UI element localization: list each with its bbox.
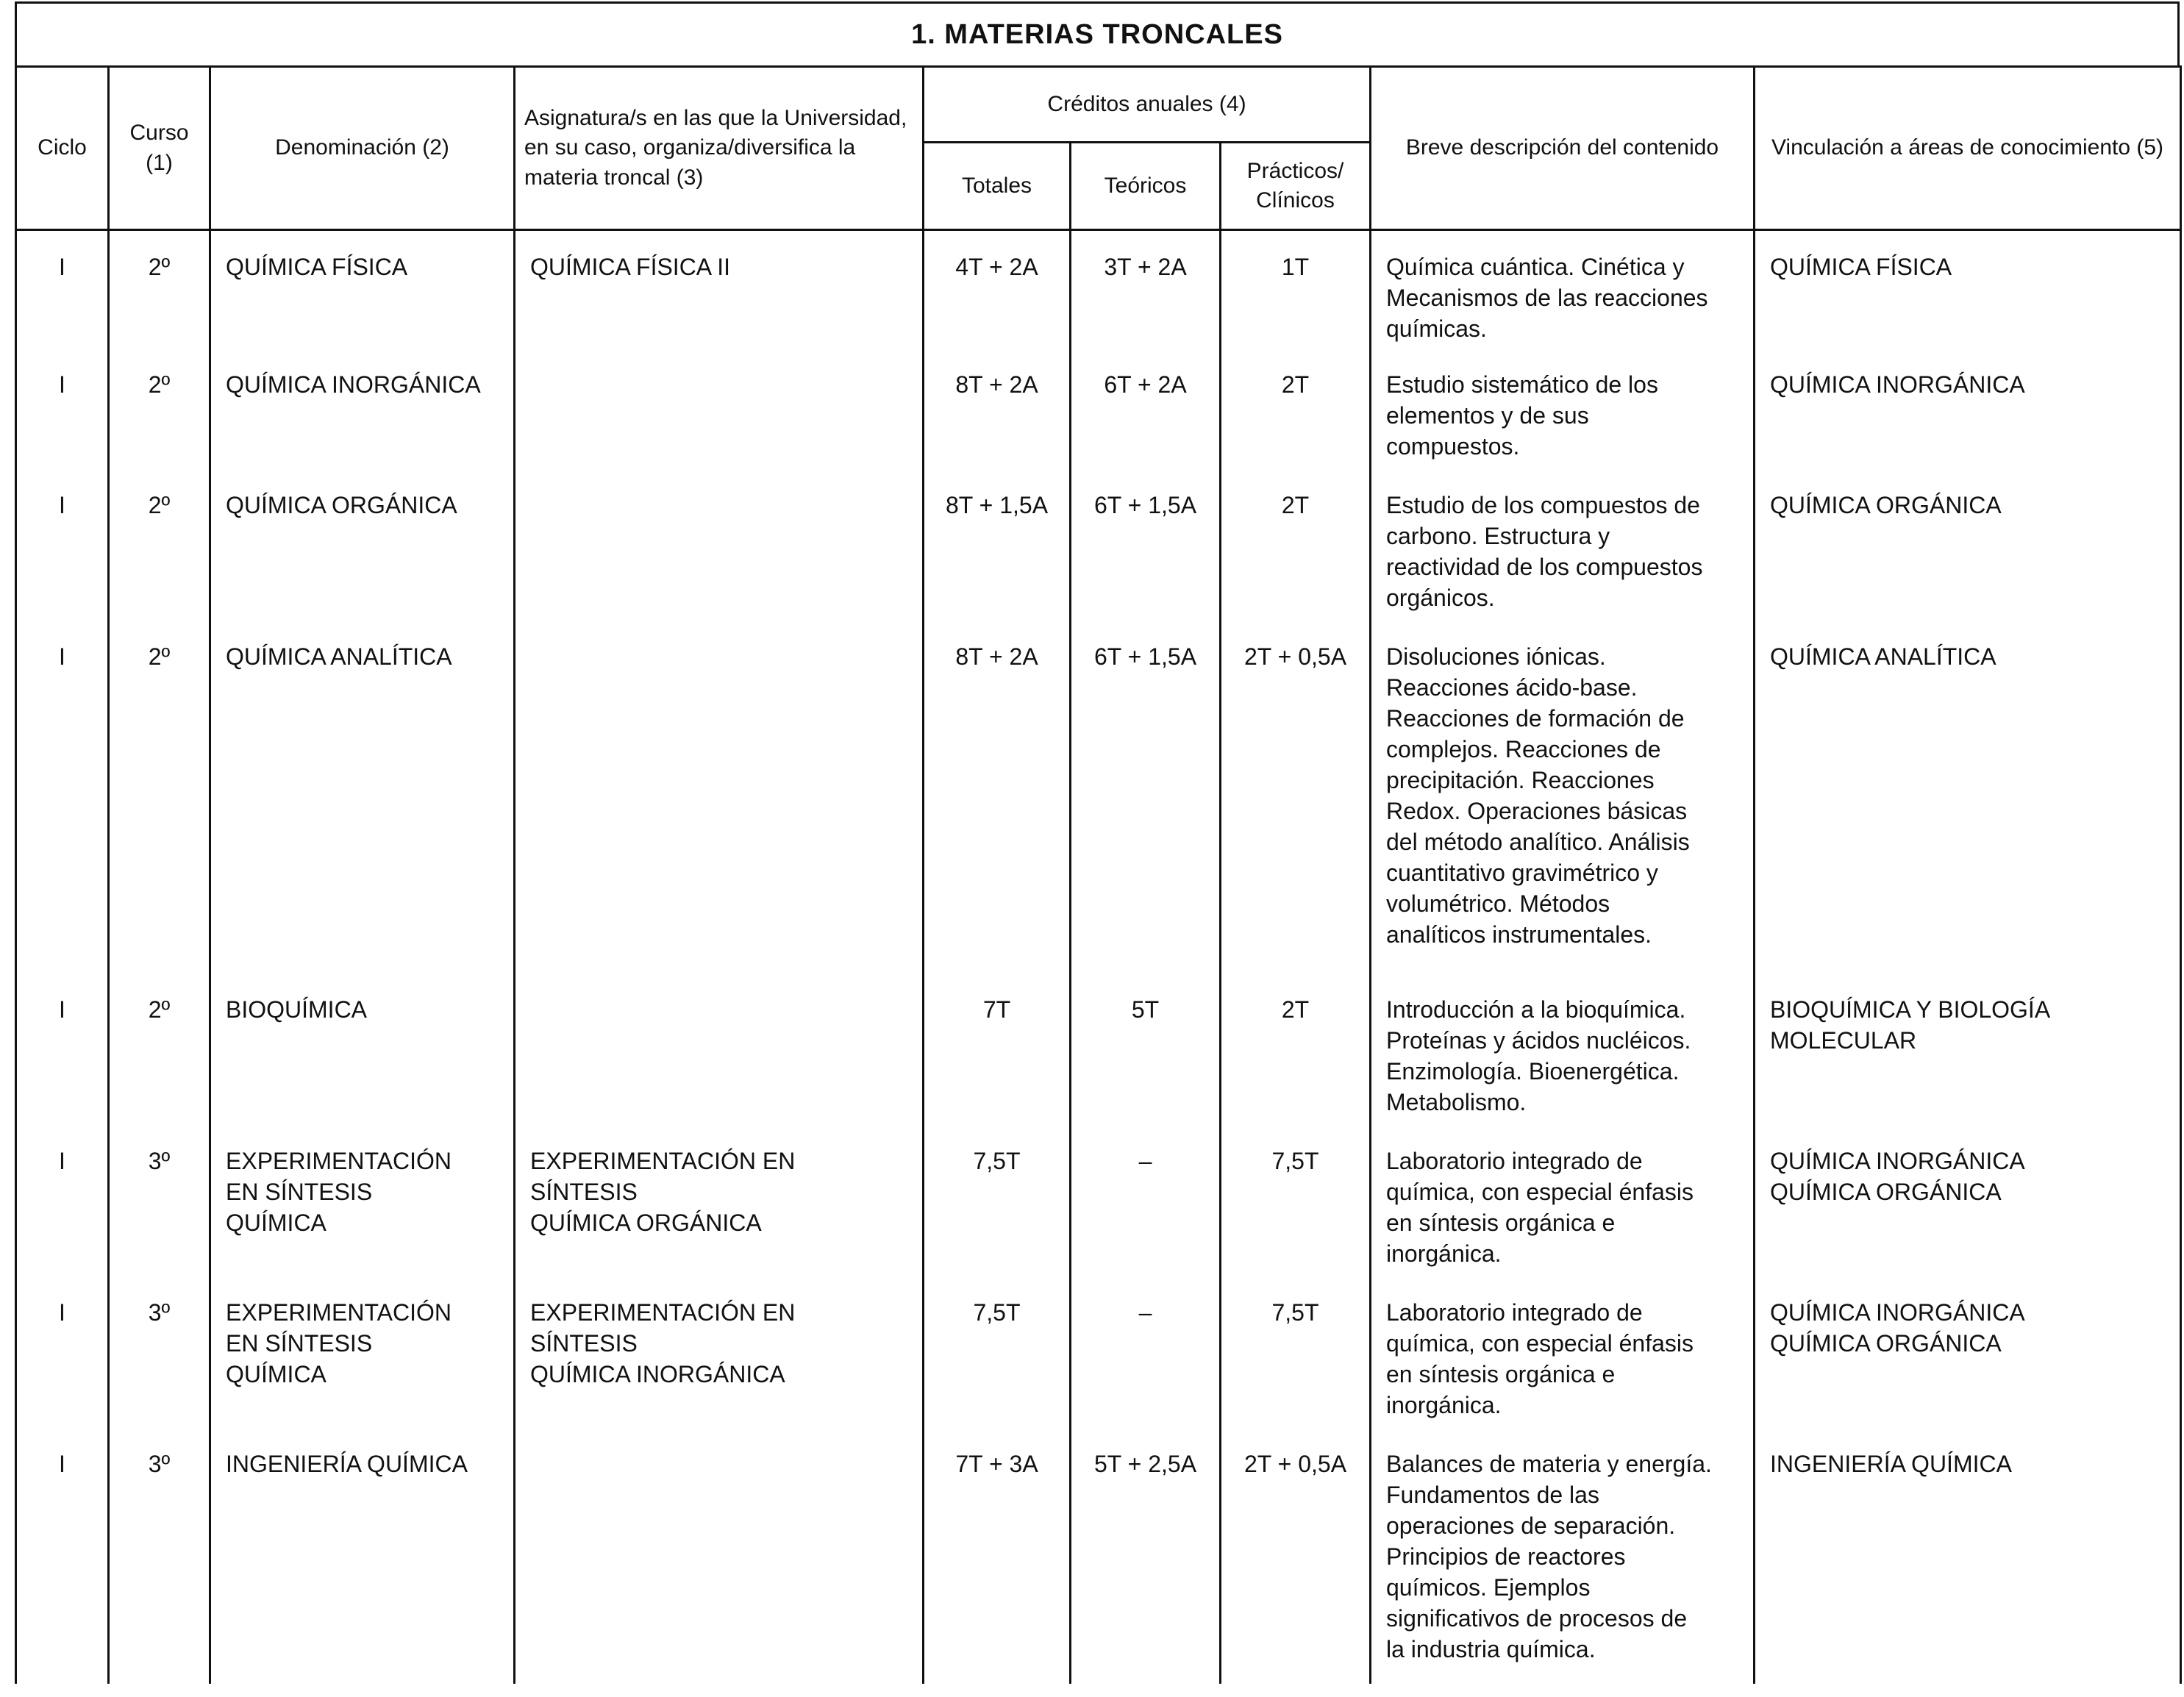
cell-curso: 2º (109, 363, 210, 484)
cell-descripcion-line: Proteínas y ácidos nucléicos. (1386, 1027, 1691, 1054)
header-totales: Totales (924, 143, 1071, 230)
cell-vinculacion-line: QUÍMICA INORGÁNICA (1770, 371, 2025, 398)
cell-descripcion-line: en síntesis orgánica e (1386, 1361, 1616, 1387)
cell-asignatura (515, 635, 924, 988)
cell-descripcion-line: química, con especial énfasis (1386, 1179, 1694, 1205)
cell-asignatura (515, 230, 924, 364)
header-denominacion: Denominación (2) (210, 67, 515, 230)
materias-table (15, 65, 2182, 1684)
table-row (16, 988, 2181, 1140)
cell-curso: 2º (109, 484, 210, 635)
cell-practicos: 2T (1221, 484, 1371, 635)
cell-denominacion (210, 1140, 515, 1291)
cell-descripcion-line: Reacciones ácido-base. (1386, 674, 1638, 701)
cell-totales: 8T + 2A (924, 635, 1071, 988)
cell-asignatura-line: QUÍMICA ORGÁNICA (530, 1210, 762, 1236)
cell-descripcion-line: volumétrico. Métodos (1386, 890, 1610, 917)
cell-descripcion-line: Disoluciones iónicas. (1386, 643, 1606, 670)
cell-descripcion-line: inorgánica. (1386, 1392, 1502, 1418)
cell-denominacion-line: QUÍMICA ANALÍTICA (226, 643, 452, 670)
cell-vinculacion (1755, 635, 2181, 988)
cell-descripcion-line: cuantitativo gravimétrico y (1386, 860, 1658, 886)
cell-asignatura (515, 1443, 924, 1684)
cell-practicos: 1T (1221, 230, 1371, 364)
cell-curso: 3º (109, 1443, 210, 1684)
cell-descripcion-line: compuestos. (1386, 433, 1520, 460)
cell-teoricos: 6T + 2A (1071, 363, 1221, 484)
cell-curso: 2º (109, 230, 210, 364)
cell-descripcion-line: orgánicos. (1386, 585, 1495, 611)
table-row (16, 1443, 2181, 1684)
cell-descripcion-line: reactividad de los compuestos (1386, 554, 1703, 580)
cell-practicos: 2T (1221, 363, 1371, 484)
cell-vinculacion-line: BIOQUÍMICA Y BIOLOGÍA (1770, 996, 2051, 1023)
cell-curso: 3º (109, 1140, 210, 1291)
cell-vinculacion-line: QUÍMICA ORGÁNICA (1770, 1330, 2002, 1357)
header-ciclo: Ciclo (16, 67, 109, 230)
cell-descripcion-line: química, con especial énfasis (1386, 1330, 1694, 1357)
cell-practicos: 7,5T (1221, 1140, 1371, 1291)
cell-descripcion-line: Laboratorio integrado de (1386, 1299, 1643, 1326)
cell-denominacion-line: QUÍMICA INORGÁNICA (226, 371, 481, 398)
cell-descripcion-line: Redox. Operaciones básicas (1386, 798, 1688, 824)
cell-descripcion-line: químicos. Ejemplos (1386, 1574, 1591, 1601)
table-row (16, 635, 2181, 988)
cell-ciclo: I (16, 635, 109, 988)
cell-denominacion-line: QUÍMICA FÍSICA (226, 254, 408, 280)
cell-descripcion-line: Laboratorio integrado de (1386, 1148, 1643, 1174)
table-row (16, 1291, 2181, 1443)
cell-descripcion-line: Estudio de los compuestos de (1386, 492, 1700, 518)
cell-asignatura (515, 484, 924, 635)
cell-ciclo: I (16, 988, 109, 1140)
cell-descripcion-line: Reacciones de formación de (1386, 705, 1685, 732)
cell-denominacion (210, 363, 515, 484)
cell-ciclo: I (16, 1140, 109, 1291)
cell-curso: 2º (109, 988, 210, 1140)
table-header (16, 67, 2181, 230)
cell-teoricos: – (1071, 1291, 1221, 1443)
cell-descripcion-line: la industria química. (1386, 1636, 1596, 1662)
page-title: 1. MATERIAS TRONCALES (15, 1, 2180, 65)
cell-descripcion-line: precipitación. Reacciones (1386, 767, 1655, 793)
cell-descripcion-line: en síntesis orgánica e (1386, 1210, 1616, 1236)
cell-descripcion-line: del método analítico. Análisis (1386, 829, 1690, 855)
cell-vinculacion-line: QUÍMICA ANALÍTICA (1770, 643, 1996, 670)
cell-vinculacion (1755, 988, 2181, 1140)
cell-totales: 7T (924, 988, 1071, 1140)
header-creditos-anuales: Créditos anuales (4) (924, 67, 1371, 143)
cell-descripcion-line: Fundamentos de las (1386, 1482, 1599, 1508)
cell-practicos: 2T + 0,5A (1221, 1443, 1371, 1684)
cell-totales: 4T + 2A (924, 230, 1071, 364)
cell-denominacion (210, 484, 515, 635)
header-teoricos: Teóricos (1071, 143, 1221, 230)
cell-descripcion (1371, 484, 1755, 635)
cell-ciclo: I (16, 484, 109, 635)
cell-asignatura-line: EXPERIMENTACIÓN EN SÍNTESIS (530, 1148, 796, 1205)
cell-asignatura (515, 988, 924, 1140)
header-practicos: Prácticos/ Clínicos (1221, 143, 1371, 230)
cell-descripcion (1371, 1291, 1755, 1443)
cell-asignatura (515, 1140, 924, 1291)
cell-denominacion-line: QUÍMICA ORGÁNICA (226, 492, 457, 518)
cell-vinculacion (1755, 230, 2181, 364)
materias-troncales-sheet (15, 1, 2180, 1684)
header-descripcion: Breve descripción del contenido (1371, 67, 1755, 230)
cell-practicos: 7,5T (1221, 1291, 1371, 1443)
cell-denominacion (210, 230, 515, 364)
table-body (16, 230, 2181, 1685)
header-vinculacion: Vinculación a áreas de conocimiento (5) (1755, 67, 2181, 230)
cell-denominacion-line: EXPERIMENTACIÓN (226, 1299, 452, 1326)
cell-descripcion-line: significativos de procesos de (1386, 1605, 1688, 1632)
cell-teoricos: 6T + 1,5A (1071, 635, 1221, 988)
cell-denominacion (210, 1443, 515, 1684)
cell-totales: 7,5T (924, 1291, 1071, 1443)
cell-descripcion-line: elementos y de sus (1386, 402, 1589, 429)
cell-descripcion (1371, 988, 1755, 1140)
cell-descripcion (1371, 635, 1755, 988)
cell-descripcion-line: inorgánica. (1386, 1240, 1502, 1267)
cell-descripcion (1371, 363, 1755, 484)
cell-vinculacion-line: QUÍMICA INORGÁNICA (1770, 1148, 2025, 1174)
cell-asignatura-line: EXPERIMENTACIÓN EN SÍNTESIS (530, 1299, 796, 1357)
cell-vinculacion-line: MOLECULAR (1770, 1027, 1917, 1054)
cell-ciclo: I (16, 230, 109, 364)
cell-descripcion-line: analíticos instrumentales. (1386, 921, 1652, 948)
cell-denominacion-line: EXPERIMENTACIÓN (226, 1148, 452, 1174)
cell-vinculacion-line: QUÍMICA FÍSICA (1770, 254, 1952, 280)
cell-denominacion-line: BIOQUÍMICA (226, 996, 368, 1023)
cell-vinculacion-line: QUÍMICA ORGÁNICA (1770, 492, 2002, 518)
cell-practicos: 2T (1221, 988, 1371, 1140)
cell-asignatura-line: QUÍMICA INORGÁNICA (530, 1361, 785, 1387)
header-asignaturas: Asignatura/s en las que la Universidad, en su caso, organiza/diversifica la materia troncal (3) (515, 67, 924, 230)
cell-descripcion-line: Metabolismo. (1386, 1089, 1527, 1115)
cell-curso: 2º (109, 635, 210, 988)
cell-totales: 8T + 2A (924, 363, 1071, 484)
cell-descripcion (1371, 1443, 1755, 1684)
cell-descripcion-line: operaciones de separación. (1386, 1512, 1676, 1539)
header-curso: Curso (1) (109, 67, 210, 230)
cell-denominacion-line: QUÍMICA (226, 1361, 326, 1387)
cell-ciclo: I (16, 363, 109, 484)
table-row (16, 230, 2181, 364)
cell-descripcion-line: carbono. Estructura y (1386, 523, 1610, 549)
cell-totales: 8T + 1,5A (924, 484, 1071, 635)
cell-descripcion-line: Principios de reactores (1386, 1543, 1626, 1570)
cell-teoricos: 3T + 2A (1071, 230, 1221, 364)
cell-vinculacion-line: QUÍMICA ORGÁNICA (1770, 1179, 2002, 1205)
cell-vinculacion (1755, 484, 2181, 635)
cell-descripcion-line: Mecanismos de las reacciones (1386, 285, 1708, 311)
cell-denominacion (210, 635, 515, 988)
cell-teoricos: 5T (1071, 988, 1221, 1140)
cell-asignatura (515, 363, 924, 484)
cell-vinculacion-line: INGENIERÍA QUÍMICA (1770, 1451, 2012, 1477)
cell-descripcion-line: químicas. (1386, 315, 1487, 342)
cell-asignatura-line: QUÍMICA FÍSICA II (530, 254, 731, 280)
cell-descripcion-line: Enzimología. Bioenergética. (1386, 1058, 1680, 1085)
cell-asignatura (515, 1291, 924, 1443)
cell-vinculacion (1755, 1443, 2181, 1684)
table-row (16, 363, 2181, 484)
cell-descripcion-line: Balances de materia y energía. (1386, 1451, 1712, 1477)
cell-descripcion (1371, 1140, 1755, 1291)
cell-descripcion-line: Estudio sistemático de los (1386, 371, 1658, 398)
table-row (16, 1140, 2181, 1291)
cell-vinculacion (1755, 1140, 2181, 1291)
cell-descripcion-line: complejos. Reacciones de (1386, 736, 1661, 762)
cell-totales: 7,5T (924, 1140, 1071, 1291)
cell-denominacion-line: EN SÍNTESIS (226, 1179, 373, 1205)
cell-denominacion-line: INGENIERÍA QUÍMICA (226, 1451, 468, 1477)
cell-vinculacion-line: QUÍMICA INORGÁNICA (1770, 1299, 2025, 1326)
cell-ciclo: I (16, 1443, 109, 1684)
cell-curso: 3º (109, 1291, 210, 1443)
cell-denominacion (210, 1291, 515, 1443)
cell-denominacion-line: EN SÍNTESIS (226, 1330, 373, 1357)
cell-vinculacion (1755, 1291, 2181, 1443)
cell-vinculacion (1755, 363, 2181, 484)
cell-teoricos: 5T + 2,5A (1071, 1443, 1221, 1684)
cell-teoricos: – (1071, 1140, 1221, 1291)
cell-teoricos: 6T + 1,5A (1071, 484, 1221, 635)
cell-totales: 7T + 3A (924, 1443, 1071, 1684)
table-row (16, 484, 2181, 635)
cell-denominacion-line: QUÍMICA (226, 1210, 326, 1236)
cell-descripcion (1371, 230, 1755, 364)
cell-ciclo: I (16, 1291, 109, 1443)
cell-practicos: 2T + 0,5A (1221, 635, 1371, 988)
cell-denominacion (210, 988, 515, 1140)
cell-descripcion-line: Introducción a la bioquímica. (1386, 996, 1686, 1023)
cell-descripcion-line: Química cuántica. Cinética y (1386, 254, 1685, 280)
